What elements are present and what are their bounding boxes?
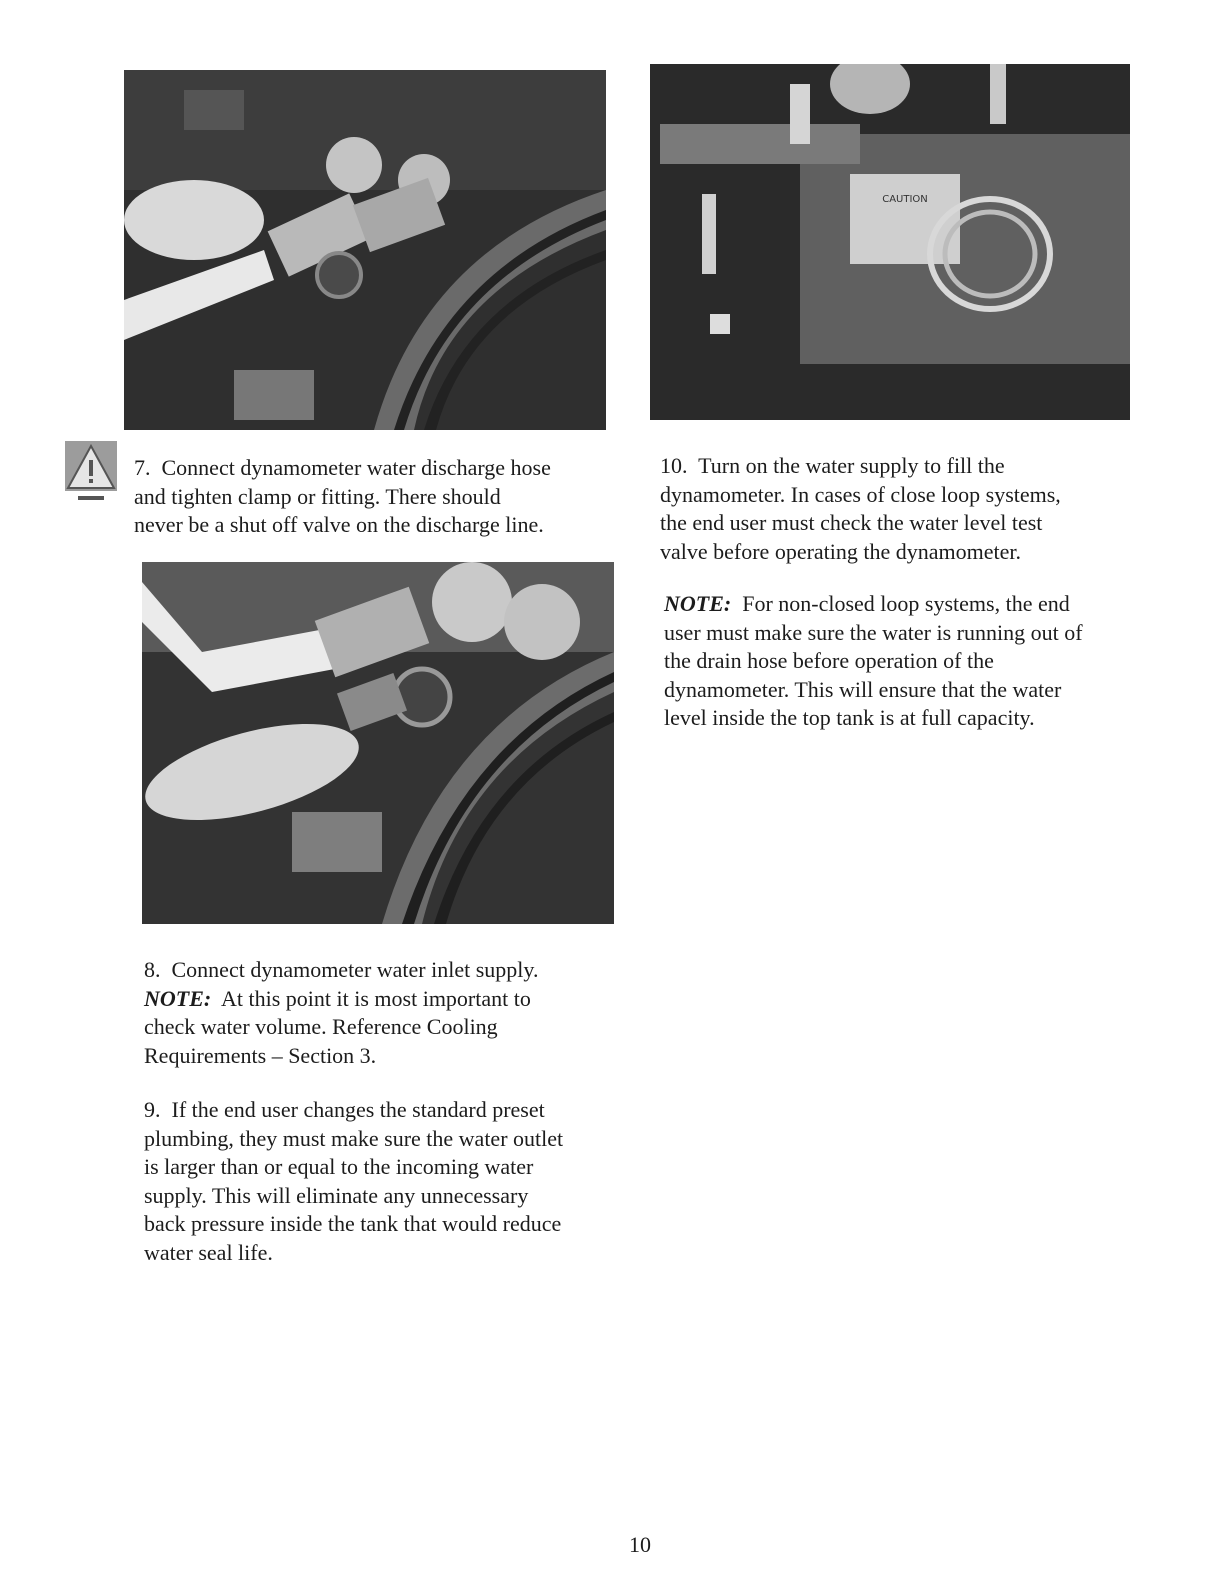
note-line-5: level inside the top tank is at full capacity. (664, 705, 1035, 730)
closed-loop-note-paragraph (664, 590, 1184, 733)
note-line-2: user must make sure the water is running out of (664, 619, 1083, 645)
step-8-note-line-2: check water volume. Reference Cooling (144, 1014, 498, 1039)
step-7-line-2: and tighten clamp or fitting. There should (134, 483, 501, 509)
step-8-note-label: NOTE: (144, 985, 212, 1011)
step-7-line-1: Connect dynamometer water discharge hose (161, 455, 551, 480)
inlet-supply-image (142, 562, 614, 924)
step-8-number: 8. (144, 957, 161, 982)
discharge-hose-image (124, 70, 606, 430)
photo-discharge-hose (124, 70, 606, 430)
note-line-1: For non-closed loop systems, the end (742, 591, 1070, 616)
photo-inlet-supply (142, 562, 614, 924)
page-number: 10 (629, 1532, 651, 1557)
step-10-line-2: dynamometer. In cases of close loop systems, (660, 481, 1061, 507)
step-7-paragraph (134, 454, 624, 540)
photo-water-level-test-valve (650, 64, 1130, 420)
step-8-text: Connect dynamometer water inlet supply. (171, 957, 539, 982)
step-8-note-line-3: Requirements – Section 3. (144, 1042, 377, 1068)
step-9-line-3: is larger than or equal to the incoming water (144, 1154, 534, 1179)
step-8-paragraph (144, 956, 634, 1070)
step-9-line-6: water seal life. (144, 1239, 273, 1265)
step-10-line-3: the end user must check the water level test (660, 510, 1043, 535)
step-9-number: 9. (144, 1097, 161, 1122)
water-supply-image (650, 64, 1130, 420)
note-label: NOTE: (664, 591, 732, 616)
step-8-note-line-1: At this point it is most important to (221, 985, 531, 1011)
step-10-number: 10. (660, 453, 688, 478)
step-9-line-1: If the end user changes the standard preset (171, 1097, 545, 1122)
step-9-line-5: back pressure inside the tank that would reduce (144, 1211, 562, 1236)
step-10-line-1: Turn on the water supply to fill the (698, 453, 1005, 478)
warning-triangle-icon (64, 440, 118, 506)
step-10-line-4: valve before operating the dynamometer. (660, 538, 1022, 564)
step-10-paragraph (660, 452, 1180, 566)
note-line-3: the drain hose before operation of the (664, 648, 994, 673)
step-9-paragraph (144, 1096, 644, 1267)
step-9-line-2: plumbing, they must make sure the water outlet (144, 1125, 564, 1151)
caution-label: CAUTION (882, 194, 928, 205)
step-7-line-3: never be a shut off valve on the discharge line. (134, 512, 544, 537)
note-line-4: dynamometer. This will ensure that the water (664, 676, 1062, 702)
step-9-line-4: supply. This will eliminate any unnecessary (144, 1182, 529, 1208)
step-7-number: 7. (134, 455, 151, 480)
